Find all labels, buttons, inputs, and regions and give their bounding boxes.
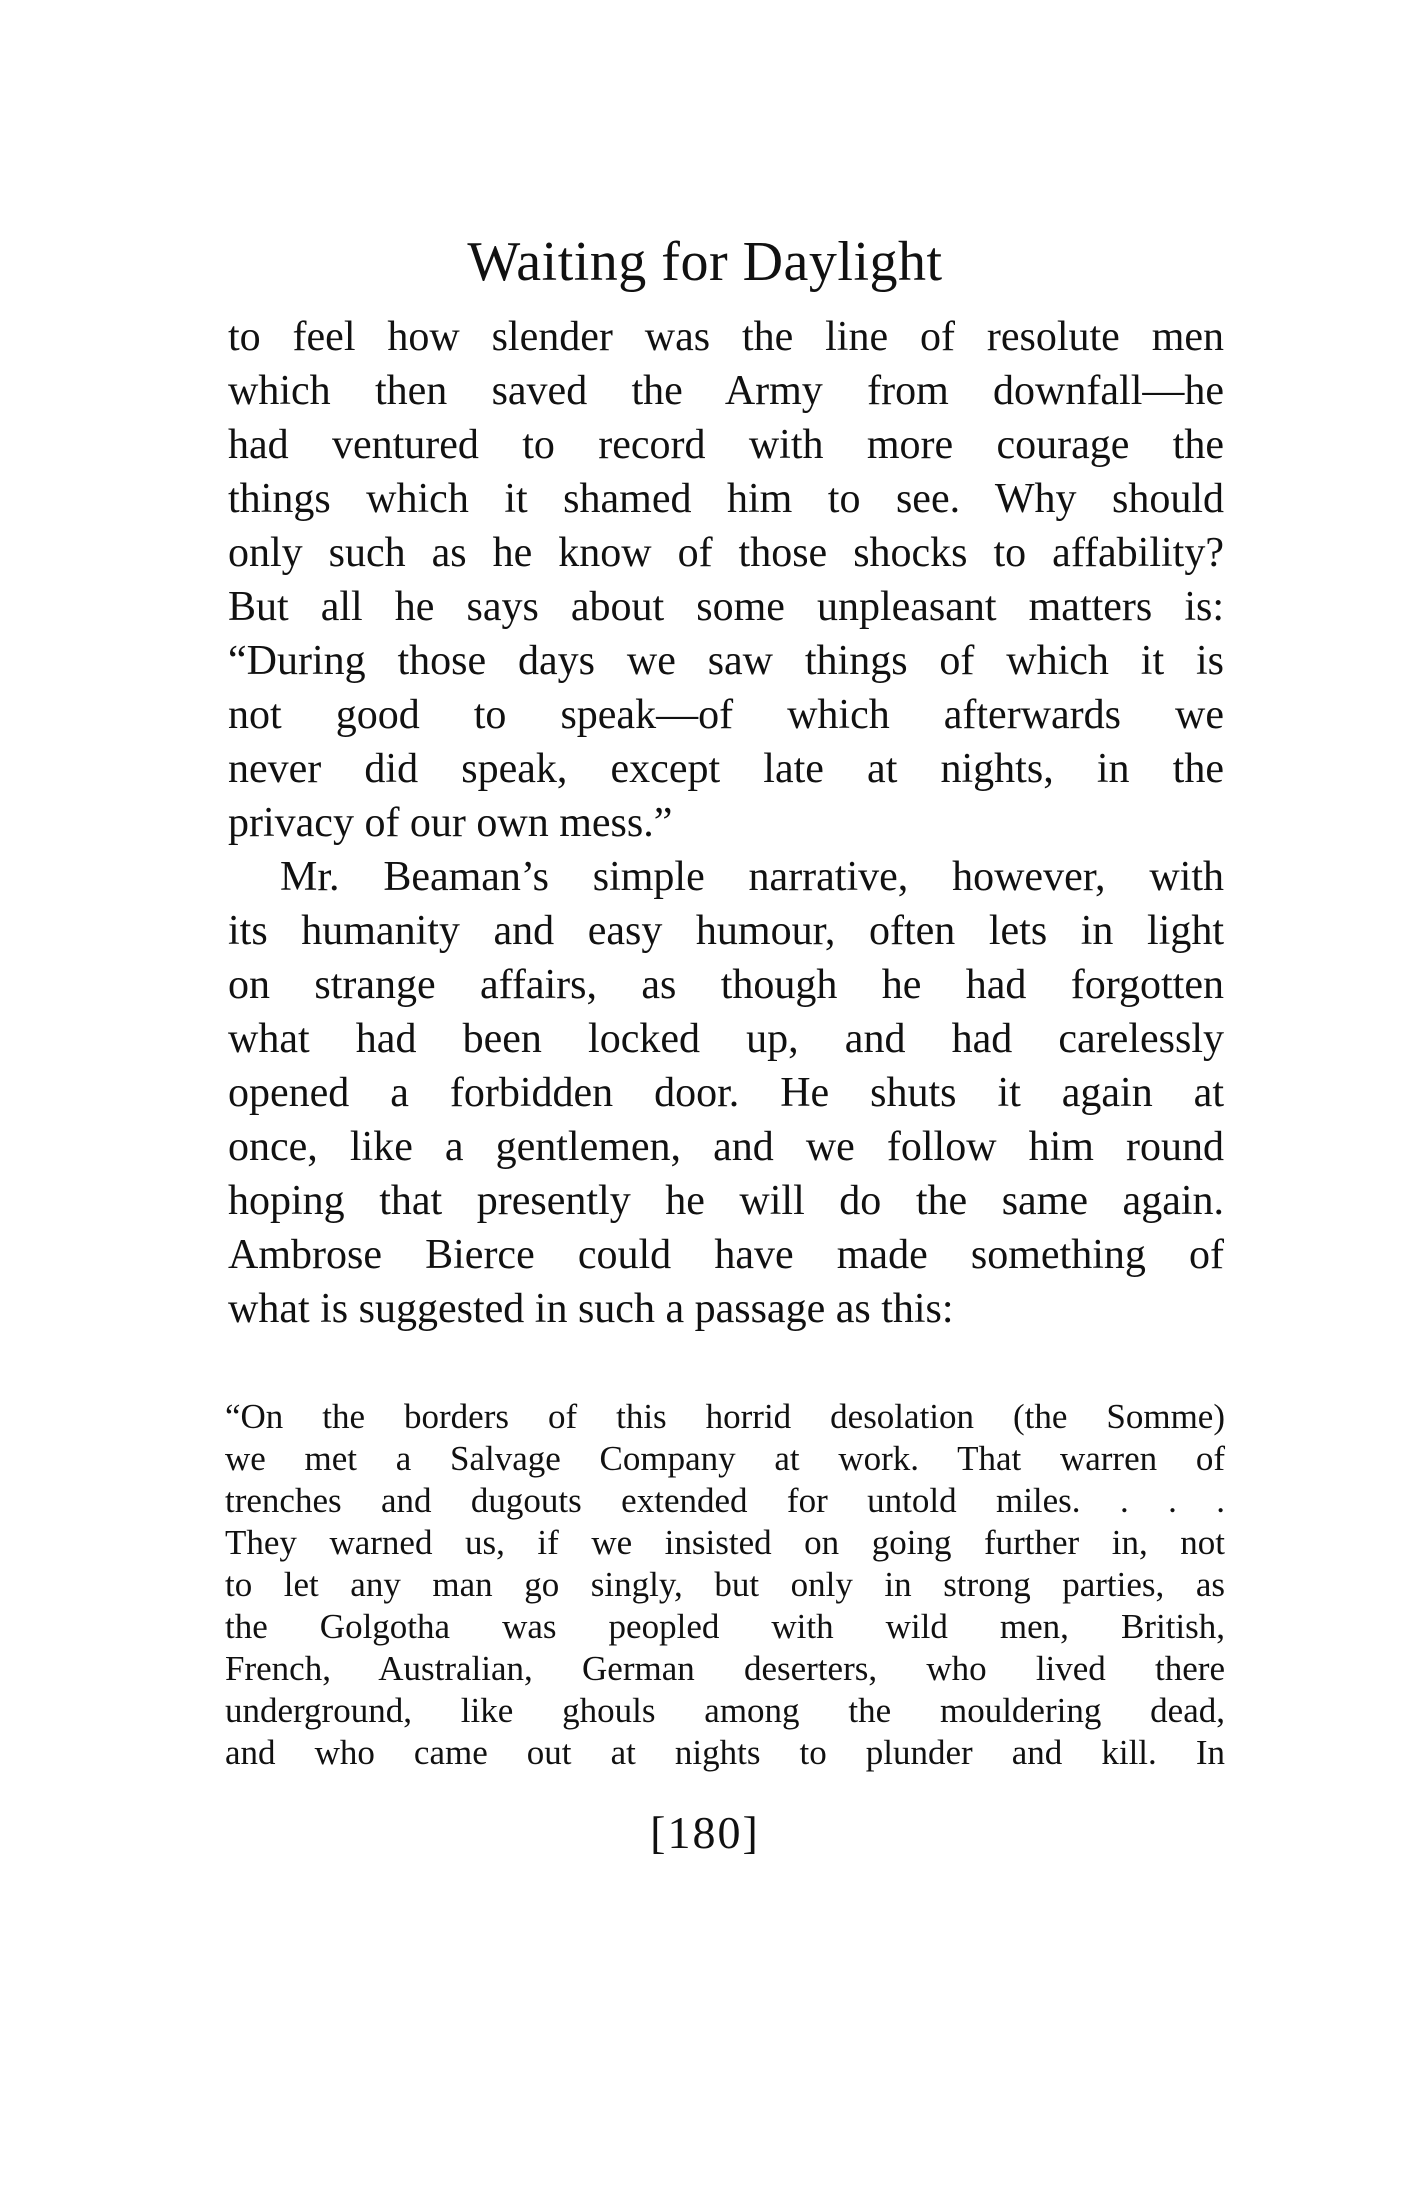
quote-line: we met a Salvage Company at work. That warren of [225, 1439, 1225, 1478]
quote-line: to let any man go singly, but only in strong parties, as [225, 1565, 1225, 1604]
paragraph-line: hoping that presently he will do the same again. [228, 1178, 1224, 1224]
paragraph-line: on strange affairs, as though he had forgotten [228, 962, 1224, 1008]
paragraph-line: what is suggested in such a passage as this: [228, 1286, 954, 1332]
paragraph-line: privacy of our own mess.” [228, 800, 673, 846]
paragraph-line: what had been locked up, and had carelessly [228, 1016, 1224, 1062]
paragraph-line: had ventured to record with more courage the [228, 422, 1224, 468]
page-title: Waiting for Daylight [467, 231, 943, 293]
paragraph-line: Ambrose Bierce could have made something of [228, 1232, 1224, 1278]
quote-line: They warned us, if we insisted on going further in, not [225, 1523, 1225, 1562]
paragraph-line: “During those days we saw things of which it is [228, 638, 1224, 684]
paragraph-line: opened a forbidden door. He shuts it again at [228, 1070, 1224, 1116]
quote-line: the Golgotha was peopled with wild men, British, [225, 1607, 1225, 1646]
quote-line: trenches and dugouts extended for untold miles. . . . [225, 1481, 1225, 1520]
quote-line: French, Australian, German deserters, who lived there [225, 1649, 1225, 1688]
quote-line: and who came out at nights to plunder and kill. In [225, 1733, 1225, 1772]
paragraph-line: which then saved the Army from downfall—he [228, 368, 1224, 414]
paragraph-line: never did speak, except late at nights, in the [228, 746, 1224, 792]
paragraph-line: once, like a gentlemen, and we follow him round [228, 1124, 1224, 1170]
paragraph-line: not good to speak—of which afterwards we [228, 692, 1224, 738]
quote-line: underground, like ghouls among the mouldering dead, [225, 1691, 1225, 1730]
paragraph-line: its humanity and easy humour, often lets in light [228, 908, 1224, 954]
quote-line: “On the borders of this horrid desolation (the Somme) [225, 1397, 1225, 1436]
paragraph-line: only such as he know of those shocks to affability? [228, 530, 1224, 576]
paragraph-line: Mr. Beaman’s simple narrative, however, with [280, 854, 1224, 900]
paragraph-line: to feel how slender was the line of resolute men [228, 314, 1224, 360]
page-number: [180] [650, 1807, 760, 1858]
paragraph-line: things which it shamed him to see. Why should [228, 476, 1224, 522]
paragraph-line: But all he says about some unpleasant matters is: [228, 584, 1224, 630]
